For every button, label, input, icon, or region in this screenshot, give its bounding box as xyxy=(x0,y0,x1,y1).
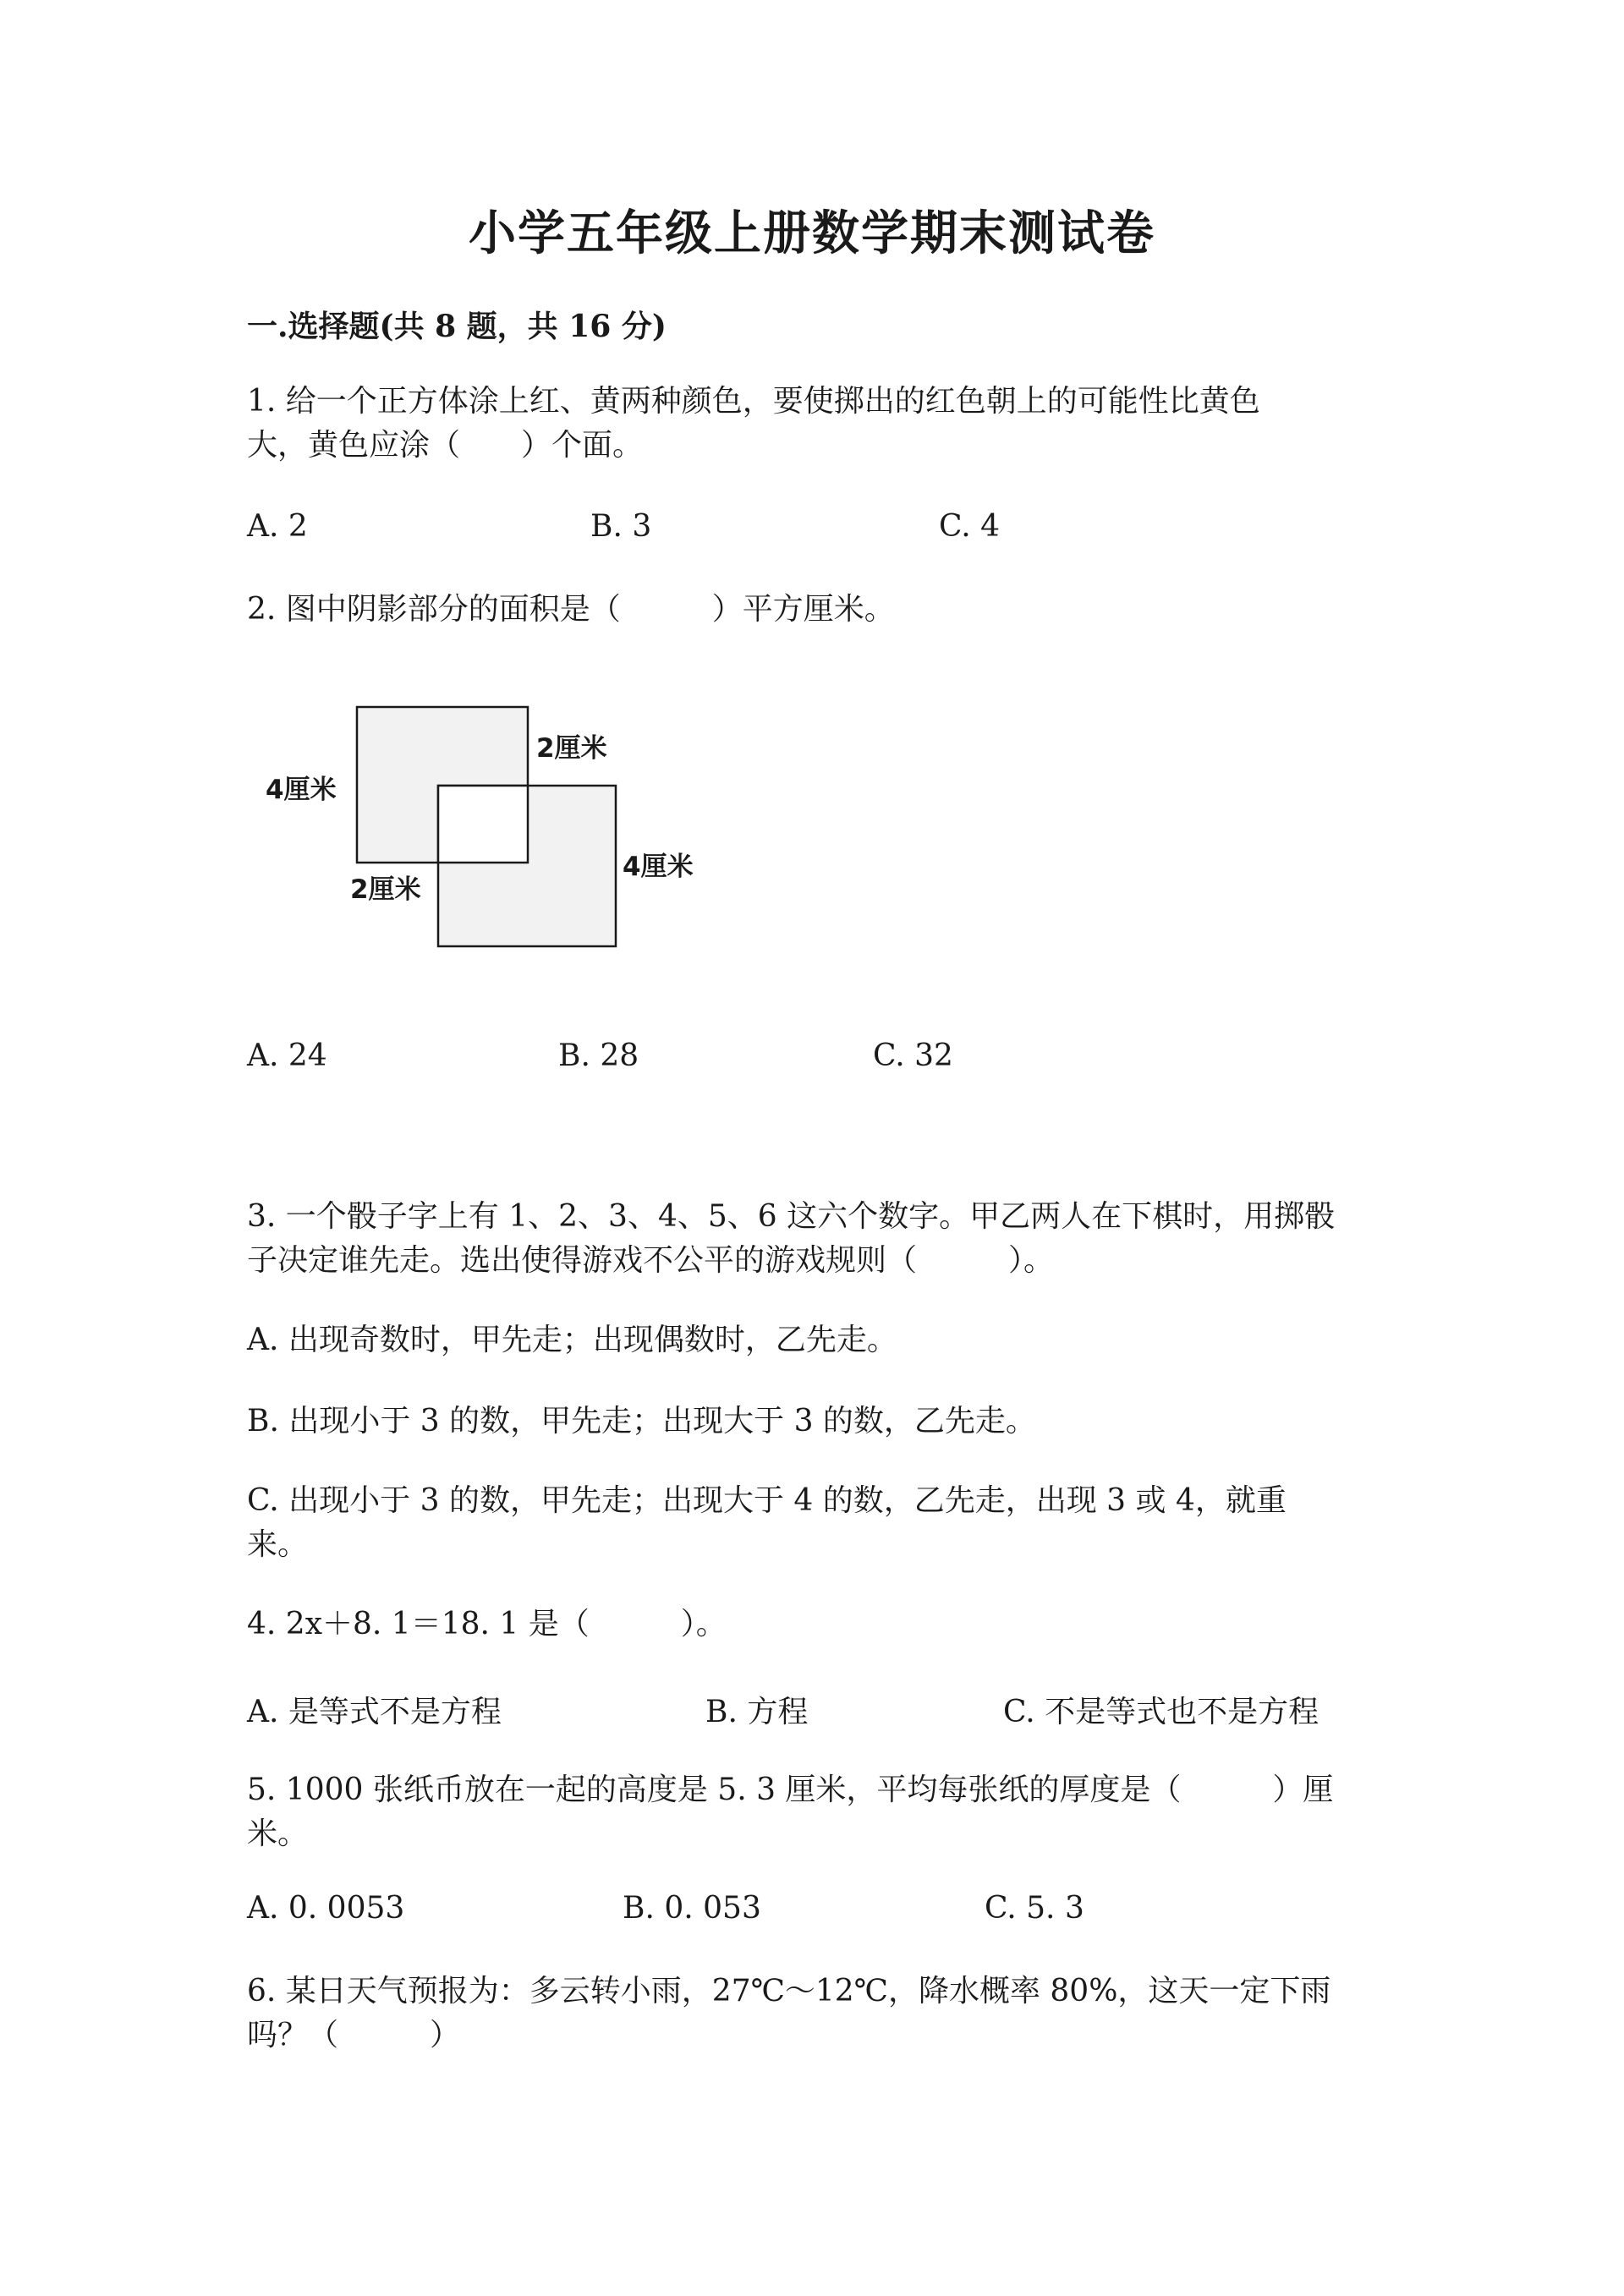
question-3-line-2: 子决定谁先走。选出使得游戏不公平的游戏规则（ ）。 xyxy=(247,1243,1055,1278)
label-left-bottom: 2厘米 xyxy=(350,874,421,905)
question-5-option-c: C. 5. 3 xyxy=(985,1891,1084,1926)
label-right-bottom: 4厘米 xyxy=(623,852,694,882)
question-1-option-c: C. 4 xyxy=(939,509,1001,544)
question-1-option-a: A. 2 xyxy=(247,509,308,544)
question-1-line-2: 大，黄色应涂（ ）个面。 xyxy=(247,428,644,463)
question-6-line-2: 吗？（ ） xyxy=(247,2018,461,2052)
question-1-option-b: B. 3 xyxy=(590,509,652,544)
question-5-option-a: A. 0. 0053 xyxy=(247,1891,405,1926)
question-3-line-1: 3. 一个骰子字上有 1、2、3、4、5、6 这六个数字。甲乙两人在下棋时，用掷骰 xyxy=(247,1199,1336,1234)
label-left-top: 4厘米 xyxy=(266,775,337,805)
question-3-option-c-line-1: C. 出现小于 3 的数，甲先走；出现大于 4 的数，乙先走，出现 3 或 4，就重 xyxy=(247,1483,1287,1518)
question-4-line-1: 4. 2x＋8. 1＝18. 1 是（ ）。 xyxy=(247,1607,727,1641)
question-2-option-c: C. 32 xyxy=(873,1038,953,1073)
section-heading: 一.选择题(共 8 题，共 16 分) xyxy=(247,309,667,344)
question-3-option-c-line-2: 来。 xyxy=(247,1527,309,1562)
question-3-option-a: A. 出现奇数时，甲先走；出现偶数时，乙先走。 xyxy=(247,1323,897,1357)
question-2-option-b: B. 28 xyxy=(558,1038,639,1073)
overlap-region xyxy=(438,786,528,863)
question-3-option-b: B. 出现小于 3 的数，甲先走；出现大于 3 的数，乙先走。 xyxy=(247,1404,1036,1438)
question-5-option-b: B. 0. 053 xyxy=(623,1891,761,1926)
question-6-line-1: 6. 某日天气预报为：多云转小雨，27℃～12℃，降水概率 80%，这天一定下雨 xyxy=(247,1974,1331,2008)
question-2-option-a: A. 24 xyxy=(247,1038,327,1073)
question-1-line-1: 1. 给一个正方体涂上红、黄两种颜色，要使掷出的红色朝上的可能性比黄色 xyxy=(247,384,1260,419)
page-title: 小学五年级上册数学期末测试卷 xyxy=(469,205,1155,261)
question-4-option-b: B. 方程 xyxy=(705,1695,809,1729)
question-4-option-a: A. 是等式不是方程 xyxy=(247,1695,502,1729)
label-right-top: 2厘米 xyxy=(536,733,607,764)
question-4-option-c: C. 不是等式也不是方程 xyxy=(1003,1695,1320,1729)
question-2-line-1: 2. 图中阴影部分的面积是（ ）平方厘米。 xyxy=(247,592,895,627)
overlapping-squares-figure xyxy=(254,693,727,964)
question-5-line-1: 5. 1000 张纸币放在一起的高度是 5. 3 厘米，平均每张纸的厚度是（ ）厘 xyxy=(247,1773,1334,1807)
question-5-line-2: 米。 xyxy=(247,1817,309,1851)
